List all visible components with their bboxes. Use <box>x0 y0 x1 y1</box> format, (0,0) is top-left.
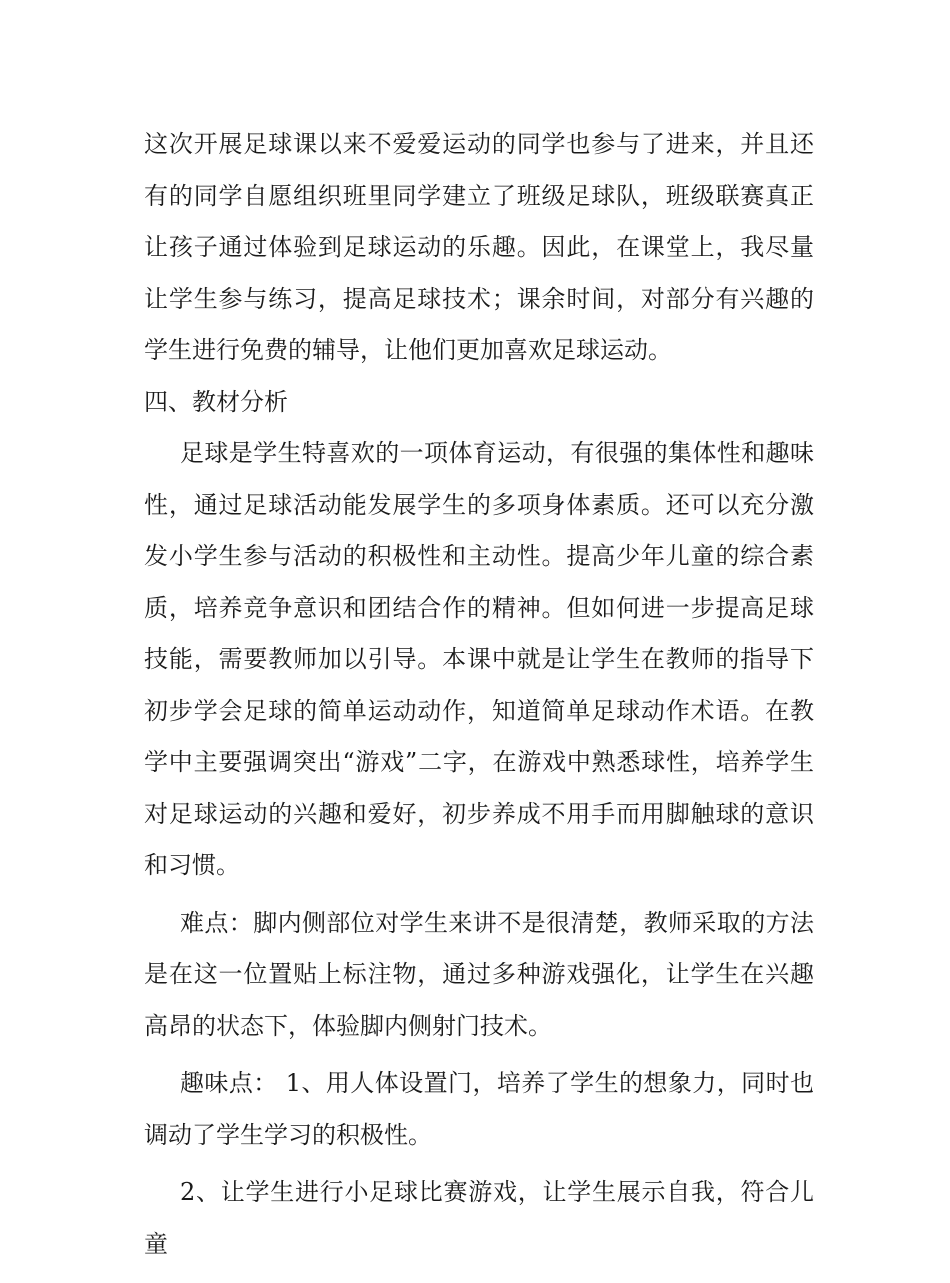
paragraph-intro: 这次开展足球课以来不爱爱运动的同学也参与了进来，并且还有的同学自愿组织班里同学建立了班级足球队，班级联赛真正让孩子通过体验到足球运动的乐趣。因此，在课堂上，我尽量让学生参与练习，提高足球技术；课余时间，对部分有兴趣的学生进行免费的辅导，让他们更加喜欢足球运动。 <box>144 130 814 364</box>
paragraph-textbook-analysis: 足球是学生特喜欢的一项体育运动，有很强的集体性和趣味性，通过足球活动能发展学生的多项身体素质。还可以充分激发小学生参与活动的积极性和主动性。提高少年儿童的综合素质，培养竞争意识和团结合作的精神。但如何进一步提高足球技能，需要教师加以引导。本课中就是让学生在教师的指导下初步学会足球的简单运动动作，知道简单足球动作术语。在教学中主要强调突出“游戏”二字，在游戏中熟悉球性，培养学生对足球运动的兴趣和爱好，初步养成不用手而用脚触球的意识和习惯。 <box>144 439 814 879</box>
paragraph-difficulty: 难点：脚内侧部位对学生来讲不是很清楚，教师采取的方法是在这一位置贴上标注物，通过多种游戏强化，让学生在兴趣高昂的状态下，体验脚内侧射门技术。 <box>144 908 814 1040</box>
section-heading-textbook-analysis: 四、教材分析 <box>144 387 288 416</box>
document-body <box>144 119 814 1270</box>
paragraph-interest-point-1: 趣味点： 1、用人体设置门，培养了学生的想象力，同时也调动了学生学习的积极性。 <box>144 1069 814 1149</box>
paragraph-interest-point-2: 2、让学生进行小足球比赛游戏，让学生展示自我，符合儿童 <box>144 1178 814 1258</box>
